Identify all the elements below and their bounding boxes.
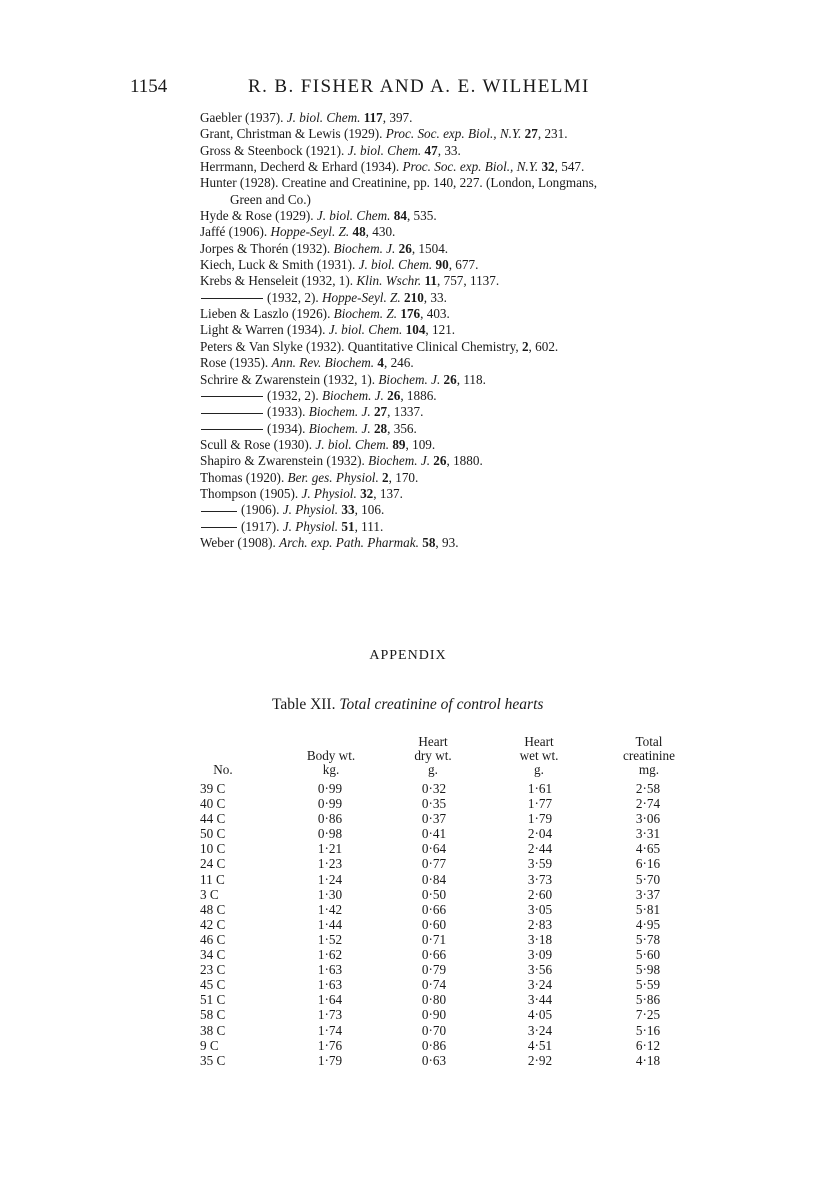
table-cell: 5·60 (635, 947, 661, 963)
table-cell: 11 C (200, 871, 225, 887)
reference-authors: (1933). (267, 404, 306, 420)
reference-authors: Gross & Steenbock (1921). (200, 142, 345, 158)
reference-entry (200, 421, 640, 437)
table-cell: 2·44 (527, 841, 553, 857)
reference-pages: , 547. (554, 159, 585, 175)
reference-journal: J. biol. Chem. (328, 322, 403, 338)
ditto-dash (201, 527, 237, 528)
table-cell: 5·78 (635, 931, 661, 947)
table-cell: 4·05 (527, 1007, 553, 1023)
table-row (200, 992, 700, 1007)
reference-pages: , 356. (387, 420, 417, 436)
table-cell: 35 C (200, 1052, 226, 1068)
table-cell: 1·23 (317, 856, 343, 872)
reference-authors: Herrmann, Decherd & Erhard (1934). (200, 159, 400, 175)
reference-authors: Lieben & Laszlo (1926). (200, 306, 331, 322)
page-header (130, 76, 690, 104)
reference-entry (200, 257, 640, 273)
table-cell: 0·66 (421, 901, 447, 917)
reference-authors: (1932, 2). (267, 387, 319, 403)
reference-pages: , 109. (405, 436, 436, 452)
table-cell: 46 C (200, 931, 226, 947)
table-cell: 10 C (200, 841, 226, 857)
table-cell: 0·32 (421, 781, 447, 796)
reference-entry (200, 404, 640, 420)
table-cell: 3·31 (635, 826, 661, 842)
reference-volume: 26 (433, 453, 447, 469)
reference-volume: 28 (373, 420, 388, 436)
reference-volume: 32 (360, 485, 374, 501)
table-cell: 38 C (200, 1022, 226, 1038)
reference-pages: , 397. (382, 110, 413, 125)
reference-authors: Hyde & Rose (1929). (200, 208, 314, 224)
reference-authors: Scull & Rose (1930). (200, 436, 313, 452)
table-cell: 0·80 (421, 992, 447, 1008)
table-cell: 5·70 (635, 871, 661, 887)
reference-journal: J. biol. Chem. (358, 257, 433, 273)
table-cell: 3·18 (527, 931, 553, 947)
reference-entry (200, 322, 640, 338)
table-cell: 1·77 (527, 796, 553, 812)
reference-journal: Biochem. J. (308, 420, 371, 436)
reference-pages: , 106. (354, 502, 385, 518)
reference-journal: Klin. Wschr. (356, 273, 422, 289)
table-cell: 1·64 (317, 992, 343, 1008)
reference-volume: 2 (382, 469, 389, 485)
table-cell: 3·06 (635, 811, 661, 827)
reference-authors: (1917). (241, 518, 280, 534)
page-number: 1154 (130, 76, 168, 97)
reference-pages: , 118. (456, 371, 486, 387)
reference-volume: 11 (424, 273, 437, 289)
table-row (200, 872, 700, 887)
table-cell: 5·81 (635, 901, 661, 917)
reference-journal: Biochem. Z. (333, 306, 398, 322)
table-cell: 3·44 (527, 992, 553, 1008)
reference-entry (200, 355, 640, 371)
table-caption (272, 696, 543, 714)
table-label: Table XII. (272, 696, 336, 713)
table-cell: 1·62 (317, 947, 343, 963)
table-cell: 40 C (200, 796, 226, 812)
table-cell: 1·63 (317, 977, 343, 993)
reference-journal: J. Physiol. (282, 518, 339, 534)
appendix-heading: APPENDIX (369, 648, 447, 663)
table-cell: 44 C (200, 811, 226, 827)
reference-volume: 33 (341, 502, 355, 518)
reference-pages: , 231. (537, 126, 568, 142)
table-cell: 5·98 (635, 962, 661, 978)
reference-list (200, 110, 640, 551)
reference-volume: 84 (393, 208, 407, 224)
reference-authors: Light & Warren (1934). (200, 322, 326, 338)
table-row (200, 781, 700, 796)
reference-entry (200, 372, 640, 388)
table-cell: 24 C (200, 856, 226, 872)
table-cell: 1·79 (527, 811, 553, 827)
reference-authors: (1934). (267, 420, 306, 436)
reference-entry (200, 143, 640, 159)
table-cell: 3·59 (527, 856, 553, 872)
reference-authors: Jaffé (1906). (200, 224, 268, 240)
table-row (200, 796, 700, 811)
table-row (200, 811, 700, 826)
reference-pages: , 1880. (446, 453, 483, 469)
table-row (200, 841, 700, 856)
reference-volume: 47 (424, 142, 438, 158)
reference-entry (200, 126, 640, 142)
reference-authors: Grant, Christman & Lewis (1929). (200, 126, 383, 142)
reference-volume: 48 (352, 224, 366, 240)
reference-volume: 32 (541, 159, 555, 175)
reference-journal: Arch. exp. Path. Pharmak. (279, 534, 419, 550)
ditto-dash (201, 396, 263, 397)
reference-volume: 26 (443, 371, 457, 387)
reference-entry (200, 486, 640, 502)
table-cell: 3·56 (527, 962, 553, 978)
table-cell: 0·37 (421, 811, 447, 827)
col-header-body-wt: Body wt. kg. (306, 748, 356, 777)
table-cell: 4·95 (635, 916, 661, 932)
reference-pages: , 1886. (400, 387, 437, 403)
table-cell: 1·30 (317, 886, 343, 902)
ditto-dash (201, 413, 263, 414)
table-cell: 42 C (200, 916, 226, 932)
reference-entry (200, 437, 640, 453)
table-cell: 0·99 (317, 796, 343, 812)
reference-journal: J. biol. Chem. (286, 110, 361, 125)
reference-volume: 89 (392, 436, 406, 452)
table-row (200, 932, 700, 947)
reference-authors: Gaebler (1937). (200, 110, 284, 125)
reference-authors: Thomas (1920). (200, 469, 285, 485)
reference-entry (200, 159, 640, 175)
running-title: R. B. FISHER AND A. E. WILHELMI (248, 76, 590, 97)
reference-entry (200, 502, 640, 518)
table-cell: 2·92 (527, 1052, 553, 1068)
table-cell: 6·12 (635, 1037, 661, 1053)
reference-entry (200, 453, 640, 469)
reference-entry (200, 273, 640, 289)
col-header-no: No. (213, 762, 233, 777)
reference-pages: , 121. (425, 322, 456, 338)
reference-volume: 90 (435, 257, 449, 273)
table-header (200, 735, 700, 779)
reference-authors: Schrire & Zwarenstein (1932, 1). (200, 371, 376, 387)
table-cell: 1·21 (317, 841, 343, 857)
table-cell: 51 C (200, 992, 226, 1008)
table-cell: 2·74 (635, 796, 661, 812)
reference-journal: J. Physiol. (301, 485, 357, 501)
reference-authors: Thompson (1905). (200, 485, 299, 501)
reference-authors: Hunter (1928). (200, 175, 279, 191)
table-cell: 3·05 (527, 901, 553, 917)
reference-volume: 26 (387, 387, 401, 403)
reference-entry (200, 290, 640, 306)
reference-entry (200, 388, 640, 404)
table-cell: 0·63 (421, 1052, 447, 1068)
reference-journal: J. biol. Chem. (315, 436, 390, 452)
table-cell: 5·86 (635, 992, 661, 1008)
reference-entry (200, 535, 640, 551)
reference-authors: Shapiro & Zwarenstein (1932). (200, 453, 365, 469)
reference-volume: 117 (363, 110, 383, 125)
reference-journal: Biochem. J. (321, 387, 384, 403)
table-row (200, 1023, 700, 1038)
reference-authors: (1906). (241, 502, 280, 518)
table-row (200, 902, 700, 917)
table-cell: 2·83 (527, 916, 553, 932)
reference-journal: Ann. Rev. Biochem. (271, 355, 375, 371)
reference-entry (200, 224, 640, 240)
table-cell: 3·73 (527, 871, 553, 887)
table-cell: 4·18 (635, 1052, 661, 1068)
table-cell: 1·73 (317, 1007, 343, 1023)
table-cell: 1·42 (317, 901, 343, 917)
table-cell: 3·37 (635, 886, 661, 902)
reference-authors: Peters & Van Slyke (1932). (200, 338, 345, 354)
table-cell: 23 C (200, 962, 226, 978)
reference-journal: Ber. ges. Physiol. (287, 469, 379, 485)
table-cell: 9 C (200, 1037, 219, 1053)
table-cell: 0·50 (421, 886, 447, 902)
reference-pages: , 430. (365, 224, 396, 240)
table-cell: 0·35 (421, 796, 447, 812)
reference-entry (200, 519, 640, 535)
table-cell: 34 C (200, 947, 226, 963)
table-cell: 4·51 (527, 1037, 553, 1053)
table-cell: 0·79 (421, 962, 447, 978)
reference-volume: 51 (341, 518, 355, 534)
table-row (200, 1053, 700, 1068)
table-cell: 1·79 (317, 1052, 343, 1068)
reference-pages: , 246. (383, 355, 414, 371)
table-row (200, 917, 700, 932)
table-body (200, 781, 700, 1068)
table-cell: 48 C (200, 901, 226, 917)
table-row (200, 1007, 700, 1022)
table-cell: 0·60 (421, 916, 447, 932)
table-cell: 0·41 (421, 826, 447, 842)
reference-authors: (1932, 2). (267, 289, 319, 305)
ditto-dash (201, 298, 263, 299)
table-cell: 3·24 (527, 1022, 553, 1038)
reference-pages: , 137. (373, 485, 403, 501)
table-cell: 1·76 (317, 1037, 343, 1053)
table-row (200, 826, 700, 841)
reference-pages: , 602. (528, 338, 559, 354)
reference-text: Quantitative Clinical Chemistry, (347, 338, 519, 354)
table-cell: 5·59 (635, 977, 661, 993)
reference-pages: , 535. (406, 208, 437, 224)
table-cell: 39 C (200, 781, 226, 796)
reference-text: Creatine and Creatinine, pp. 140, 227. (London, Longmans, (281, 175, 598, 191)
table-cell: 2·58 (635, 781, 661, 796)
reference-journal: Biochem. J. (308, 404, 371, 420)
reference-pages: , 33. (437, 142, 461, 158)
table-cell: 58 C (200, 1007, 226, 1023)
reference-entry (200, 339, 640, 355)
table-row (200, 947, 700, 962)
table-row (200, 856, 700, 871)
table-cell: 45 C (200, 977, 226, 993)
reference-pages: , 1504. (411, 240, 449, 256)
reference-authors: Kiech, Luck & Smith (1931). (200, 257, 356, 273)
reference-volume: 58 (422, 534, 436, 550)
reference-journal: J. biol. Chem. (316, 208, 391, 224)
table-cell: 0·77 (421, 856, 447, 872)
table-cell: 1·24 (317, 871, 343, 887)
reference-volume: 210 (404, 289, 424, 305)
table-cell: 3·24 (527, 977, 553, 993)
reference-pages: , 1337. (387, 404, 424, 420)
reference-volume: 26 (398, 240, 412, 256)
reference-pages: , 33. (423, 289, 447, 305)
col-header-heart-dry-wt: Heart dry wt. g. (414, 734, 452, 777)
reference-pages: , 403. (420, 306, 450, 322)
reference-volume: 27 (524, 126, 538, 142)
table-cell: 0·70 (421, 1022, 447, 1038)
reference-volume: 2 (521, 338, 529, 354)
table-row (200, 887, 700, 902)
reference-authors: Rose (1935). (200, 355, 269, 371)
reference-volume: 4 (377, 355, 384, 371)
table-cell: 5·16 (635, 1022, 661, 1038)
reference-journal: Biochem. J. (333, 240, 396, 256)
table-cell: 0·66 (421, 947, 447, 963)
reference-authors: Weber (1908). (200, 534, 276, 550)
table-cell: 0·71 (421, 931, 447, 947)
table-cell: 4·65 (635, 841, 661, 857)
table-row (200, 1038, 700, 1053)
reference-entry (200, 241, 640, 257)
table-cell: 3 C (200, 886, 219, 902)
table-cell: 0·86 (421, 1037, 447, 1053)
table-cell: 0·90 (421, 1007, 447, 1023)
reference-journal: Biochem. J. (368, 453, 430, 469)
reference-pages: , 170. (388, 469, 419, 485)
col-header-heart-wet-wt: Heart wet wt. g. (519, 734, 559, 777)
table-cell: 1·74 (317, 1022, 343, 1038)
table-cell: 0·84 (421, 871, 447, 887)
table-cell: 0·99 (317, 781, 343, 796)
table-row (200, 962, 700, 977)
table-cell: 7·25 (635, 1007, 661, 1023)
reference-continuation: Green and Co.) (230, 191, 311, 207)
reference-authors: Jorpes & Thorén (1932). (200, 240, 331, 256)
reference-entry (200, 110, 640, 126)
table-cell: 2·04 (527, 826, 553, 842)
reference-journal: Hoppe-Seyl. Z. (321, 289, 401, 305)
table-cell: 1·61 (527, 781, 553, 796)
table-cell: 0·74 (421, 977, 447, 993)
reference-journal: Proc. Soc. exp. Biol., N.Y. (402, 159, 539, 175)
reference-entry (200, 306, 640, 322)
table-cell: 0·64 (421, 841, 447, 857)
reference-journal: J. Physiol. (282, 502, 339, 518)
reference-volume: 176 (400, 306, 421, 322)
reference-volume: 27 (373, 404, 388, 420)
reference-pages: , 677. (448, 257, 479, 273)
table-cell: 0·86 (317, 811, 343, 827)
ditto-dash (201, 511, 237, 512)
table-cell: 50 C (200, 826, 226, 842)
reference-pages: , 93. (435, 534, 459, 550)
table-title: Total creatinine of control hearts (339, 696, 544, 713)
reference-volume: 104 (405, 322, 426, 338)
table-row (200, 977, 700, 992)
reference-journal: Hoppe-Seyl. Z. (270, 224, 350, 240)
reference-journal: Proc. Soc. exp. Biol., N.Y. (385, 126, 522, 142)
reference-entry (200, 470, 640, 486)
table-cell: 3·09 (527, 947, 553, 963)
reference-entry (200, 208, 640, 224)
table-cell: 6·16 (635, 856, 661, 872)
table-cell: 2·60 (527, 886, 553, 902)
reference-entry (200, 175, 640, 191)
reference-journal: J. biol. Chem. (347, 142, 422, 158)
reference-authors: Krebs & Henseleit (1932, 1). (200, 273, 354, 289)
reference-journal: Biochem. J. (378, 371, 441, 387)
col-header-total-creatinine: Total creatinine mg. (623, 734, 675, 777)
reference-pages: , 111. (354, 518, 384, 534)
table-cell: 0·98 (317, 826, 343, 842)
table-cell: 1·63 (317, 962, 343, 978)
table-cell: 1·52 (317, 931, 343, 947)
reference-pages: , 757, 1137. (437, 273, 500, 289)
ditto-dash (201, 429, 263, 430)
table-cell: 1·44 (317, 916, 343, 932)
